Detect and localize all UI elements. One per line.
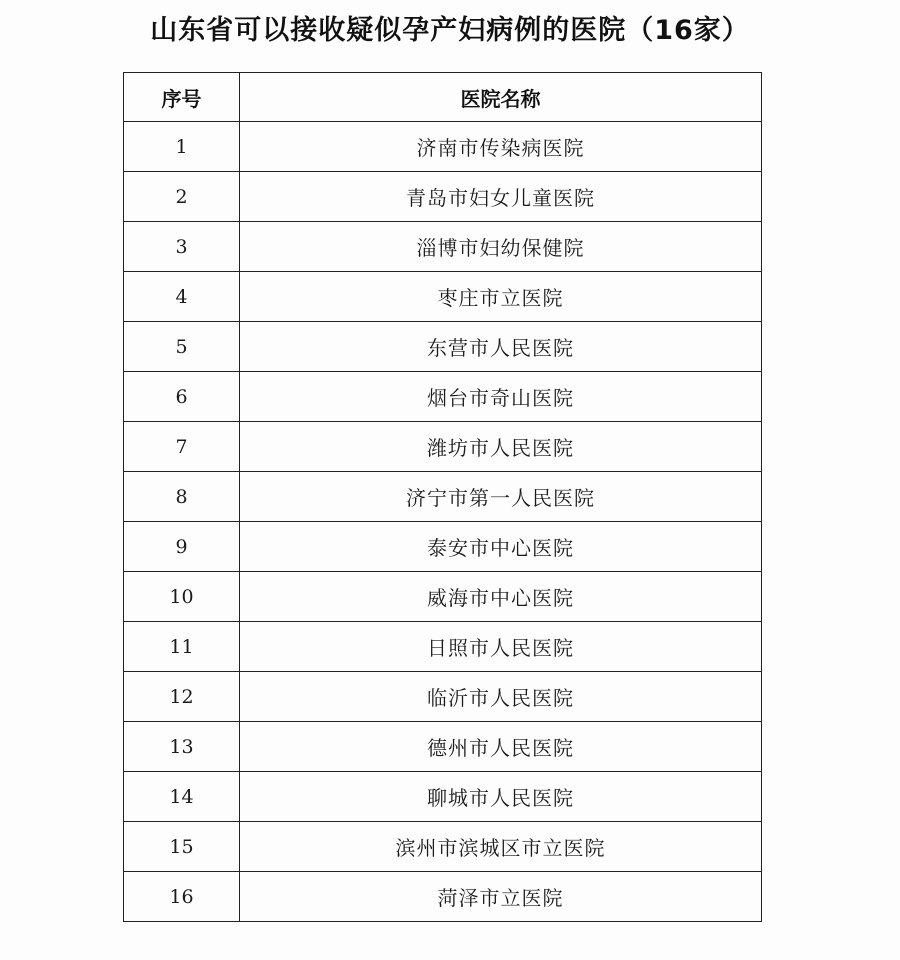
table-row — [124, 722, 762, 772]
table-row — [124, 422, 762, 472]
row-seq-cell: 2 — [124, 172, 240, 222]
row-hospital-name-cell: 滨州市滨城区市立医院 — [240, 822, 762, 872]
table-row — [124, 622, 762, 672]
table-header — [124, 73, 762, 122]
row-seq-cell: 9 — [124, 522, 240, 572]
table-row — [124, 222, 762, 272]
row-hospital-name-cell: 德州市人民医院 — [240, 722, 762, 772]
row-seq-cell: 10 — [124, 572, 240, 622]
row-hospital-name-cell: 青岛市妇女儿童医院 — [240, 172, 762, 222]
page-title: 山东省可以接收疑似孕产妇病例的医院（16家） — [150, 15, 750, 46]
row-hospital-name-cell: 临沂市人民医院 — [240, 672, 762, 722]
row-hospital-name-cell: 潍坊市人民医院 — [240, 422, 762, 472]
table-row — [124, 322, 762, 372]
row-seq-cell: 13 — [124, 722, 240, 772]
header-hospital-name: 医院名称 — [240, 73, 762, 122]
header-seq: 序号 — [124, 73, 240, 122]
table-header-row — [124, 73, 762, 122]
table-row — [124, 172, 762, 222]
table-row — [124, 672, 762, 722]
row-hospital-name-cell: 烟台市奇山医院 — [240, 372, 762, 422]
row-seq-cell: 8 — [124, 472, 240, 522]
table-row — [124, 772, 762, 822]
row-seq-cell: 1 — [124, 122, 240, 172]
table-row — [124, 472, 762, 522]
row-seq-cell: 14 — [124, 772, 240, 822]
table-row — [124, 572, 762, 622]
table-row — [124, 122, 762, 172]
table-row — [124, 372, 762, 422]
row-hospital-name-cell: 泰安市中心医院 — [240, 522, 762, 572]
table-row — [124, 822, 762, 872]
row-hospital-name-cell: 菏泽市立医院 — [240, 872, 762, 922]
row-seq-cell: 12 — [124, 672, 240, 722]
row-hospital-name-cell: 济宁市第一人民医院 — [240, 472, 762, 522]
table-row — [124, 272, 762, 322]
table-body — [124, 122, 762, 922]
row-hospital-name-cell: 东营市人民医院 — [240, 322, 762, 372]
row-seq-cell: 5 — [124, 322, 240, 372]
row-seq-cell: 11 — [124, 622, 240, 672]
row-hospital-name-cell: 日照市人民医院 — [240, 622, 762, 672]
row-hospital-name-cell: 淄博市妇幼保健院 — [240, 222, 762, 272]
table-row — [124, 872, 762, 922]
row-hospital-name-cell: 聊城市人民医院 — [240, 772, 762, 822]
row-hospital-name-cell: 枣庄市立医院 — [240, 272, 762, 322]
row-seq-cell: 6 — [124, 372, 240, 422]
row-seq-cell: 16 — [124, 872, 240, 922]
row-hospital-name-cell: 威海市中心医院 — [240, 572, 762, 622]
row-seq-cell: 7 — [124, 422, 240, 472]
row-hospital-name-cell: 济南市传染病医院 — [240, 122, 762, 172]
table-row — [124, 522, 762, 572]
row-seq-cell: 3 — [124, 222, 240, 272]
hospital-table — [123, 72, 762, 922]
row-seq-cell: 15 — [124, 822, 240, 872]
row-seq-cell: 4 — [124, 272, 240, 322]
